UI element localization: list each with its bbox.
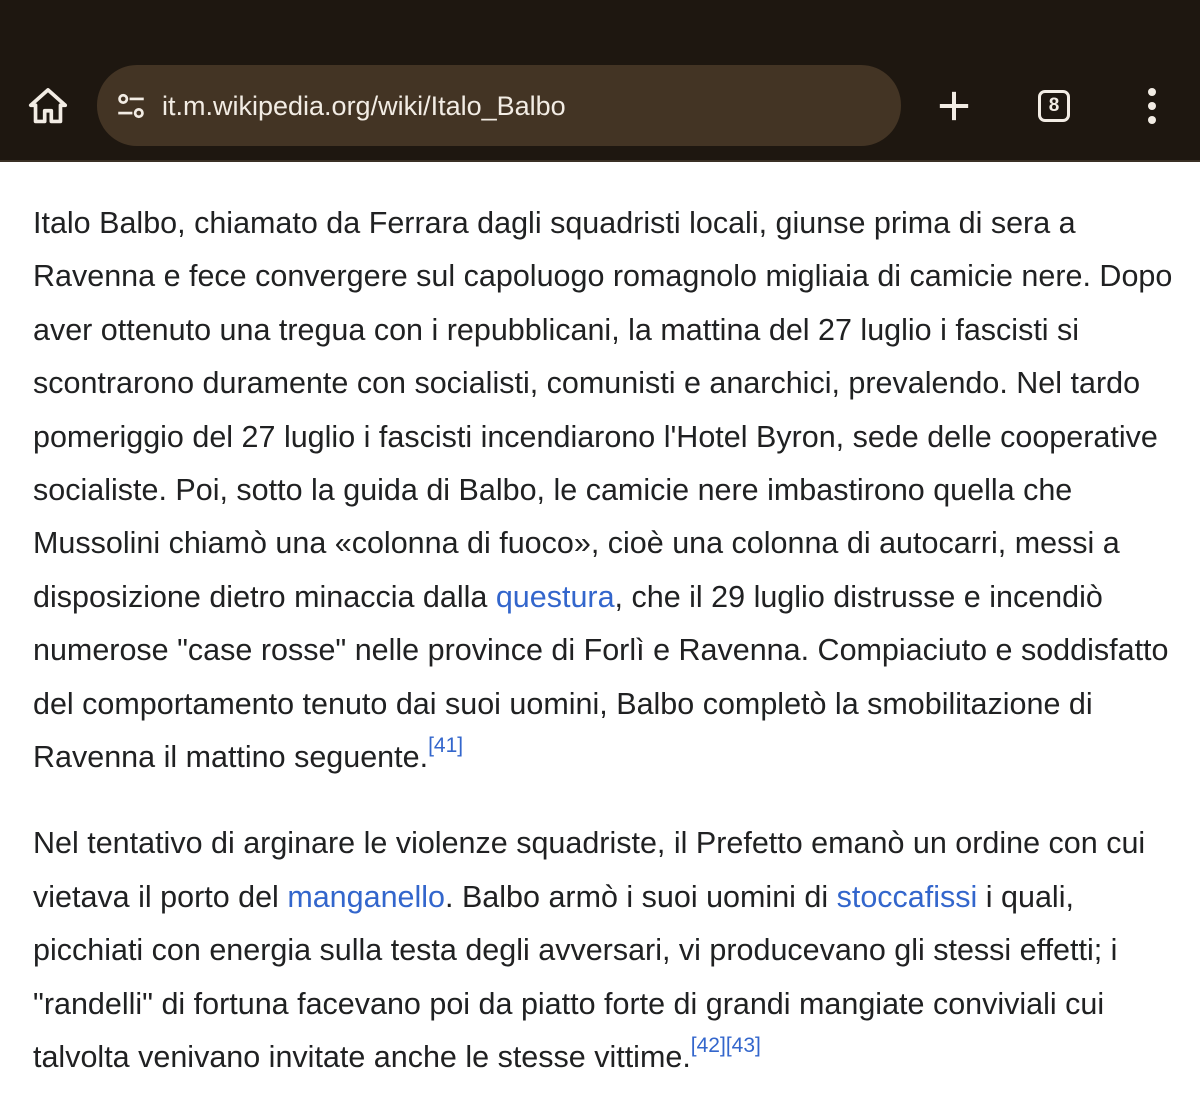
reference-41[interactable]: [41] [428, 734, 464, 758]
reference-43[interactable]: [43] [725, 1034, 761, 1058]
paragraph-2-text-c: i quali, picchiati con energia sulla testa degli avversari, vi producevano gli stessi effetti; i "randelli" di fortuna facevano poi da piatto forte di grandi mangiate conviviali cui talvolta venivano invitate anche le stesse vittime. [33, 879, 1118, 1075]
paragraph-2-text-a: Nel tentativo di arginare le violenze squadriste, il Prefetto emanò un ordine con cui vietava il porto del [33, 826, 1146, 914]
home-button[interactable] [22, 80, 74, 132]
tune-icon [114, 89, 148, 123]
paragraph-1-text-a: Italo Balbo, chiamato da Ferrara dagli squadristi locali, giunse prima di sera a Ravenna e fece convergere sul capoluogo romagnolo migliaia di camicie nere. Dopo aver ottenuto una tregua con i repubblicani, la mattina del 27 luglio i fascisti si scontrarono duramente con socialisti, comunisti e anarchici, prevalendo. Nel tardo pomeriggio del 27 luglio i fascisti incendiarono l'Hotel Byron, sede delle cooperative socialiste. Poi, sotto la guida di Balbo, le camicie nere imbastirono quella che Mussolini chiamò una «colonna di fuoco», cioè una colonna di autocarri, messi a disposizione dietro minaccia dalla [33, 206, 1173, 614]
article-content [33, 197, 1173, 1085]
link-questura[interactable]: questura [495, 579, 615, 614]
address-bar[interactable] [97, 65, 901, 146]
plus-icon [934, 86, 974, 126]
tab-switcher-icon [1038, 90, 1070, 122]
link-stoccafissi[interactable]: stoccafissi [836, 879, 978, 914]
tab-switcher-button[interactable] [1028, 80, 1080, 132]
site-settings-button[interactable] [111, 86, 151, 126]
new-tab-button[interactable] [928, 80, 980, 132]
paragraph-1 [33, 197, 1173, 784]
paragraph-1-text-b: , che il 29 luglio distrusse e incendiò numerose "case rosse" nelle province di Forlì e Ravenna. Compiaciuto e soddisfatto del comportamento tenuto dai suoi uomini, Balbo completò la smobilitazione di Ravenna il mattino seguente. [33, 579, 1169, 775]
menu-button[interactable] [1128, 80, 1176, 132]
more-vert-icon [1146, 86, 1158, 126]
url-text[interactable]: it.m.wikipedia.org/wiki/Italo_Balbo [162, 91, 566, 121]
paragraph-2 [33, 817, 1173, 1084]
tab-count: 8 [1048, 95, 1060, 116]
link-manganello[interactable]: manganello [287, 879, 446, 914]
browser-toolbar [0, 0, 1200, 162]
home-icon [26, 84, 70, 128]
reference-42[interactable]: [42] [690, 1034, 726, 1058]
paragraph-2-text-b: . Balbo armò i suoi uomini di [445, 879, 837, 914]
